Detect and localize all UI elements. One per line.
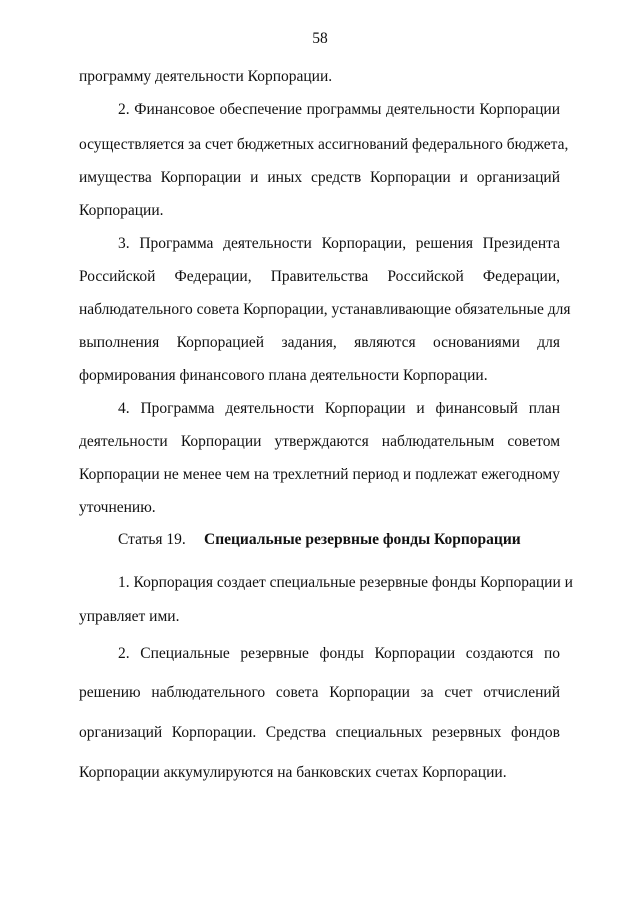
text-line: деятельности Корпорации утверждаются наблюдательным советом (79, 433, 560, 450)
text-line: организаций Корпорации. Средства специальных резервных фондов (79, 724, 560, 741)
page-number: 58 (312, 30, 328, 47)
text-line: Корпорации не менее чем на трехлетний период и подлежат ежегодному (79, 466, 560, 483)
paragraph-2-start: 2. Финансовое обеспечение программы деятельности Корпорации (118, 101, 560, 118)
paragraph-4-start: 4. Программа деятельности Корпорации и финансовый план (118, 400, 560, 417)
text-line: выполнения Корпорацией задания, являются основаниями для (79, 334, 560, 351)
text-line: Корпорации аккумулируются на банковских счетах Корпорации. (79, 764, 507, 781)
article-number: Статья 19. (118, 531, 186, 548)
paragraph-3-start: 3. Программа деятельности Корпорации, решения Президента (118, 235, 560, 252)
article-paragraph-1-start: 1. Корпорация создает специальные резервные фонды Корпорации и (118, 574, 573, 591)
text-line: осуществляется за счет бюджетных ассигнований федерального бюджета, (79, 136, 569, 153)
article-heading (118, 531, 560, 549)
text-line: Российской Федерации, Правительства Российской Федерации, (79, 268, 560, 285)
text-line: решению наблюдательного совета Корпорации за счет отчислений (79, 684, 560, 701)
text-line: Корпорации. (79, 202, 164, 219)
text-line: программу деятельности Корпорации. (79, 68, 333, 85)
text-line: имущества Корпорации и иных средств Корпорации и организаций (79, 169, 560, 186)
text-line: наблюдательного совета Корпорации, устанавливающие обязательные для (79, 301, 571, 318)
text-line: уточнению. (79, 499, 156, 516)
text-line: управляет ими. (79, 608, 180, 625)
text-line: формирования финансового плана деятельности Корпорации. (79, 367, 488, 384)
article-title: Специальные резервные фонды Корпорации (204, 531, 521, 548)
article-paragraph-2-start: 2. Специальные резервные фонды Корпорации создаются по (118, 645, 560, 662)
